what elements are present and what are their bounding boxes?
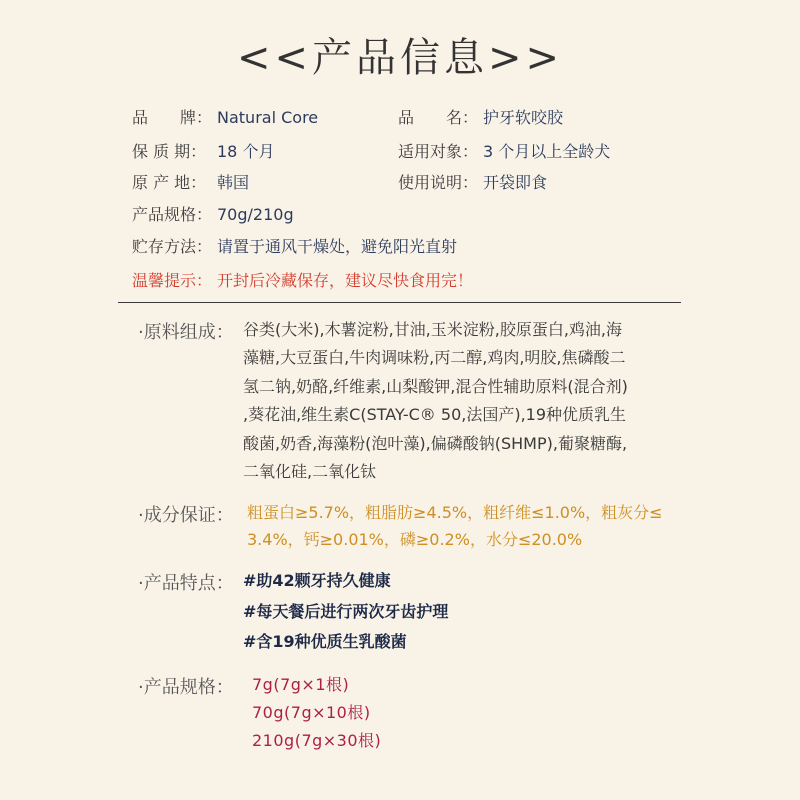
origin-value: 韩国 — [217, 173, 250, 192]
spec-value: 70g/210g — [217, 205, 294, 224]
info-row-shelf-life — [0, 141, 800, 163]
target-value: 3 个月以上全龄犬 — [483, 142, 611, 161]
divider — [118, 302, 681, 303]
shelf-life-value: 18 个月 — [217, 142, 275, 161]
storage-value: 请置于通风干燥处，避免阳光直射 — [217, 237, 458, 256]
ingredients-label: ·原料组成： — [138, 322, 234, 343]
ingredients-line: ,葵花油,维生素C(STAY-C® 50,法国产),19种优质乳生 — [243, 405, 627, 425]
ingredients-line: 二氧化硅,二氧化钛 — [243, 462, 377, 482]
specs-list — [252, 671, 381, 755]
page-title: <<产品信息>> — [236, 35, 564, 81]
shelf-life-label: 保 质 期： — [132, 142, 207, 161]
ingredients-line: 酸菌,奶香,海藻粉(泡叶藻),偏磷酸钠(SHMP),葡聚糖酶, — [243, 433, 628, 453]
product-name-label: 品 名： — [398, 108, 479, 127]
storage-label: 贮存方法： — [132, 237, 213, 256]
specs-label: ·产品规格： — [138, 677, 234, 698]
guarantee-line: 粗蛋白≥5.7%，粗脂肪≥4.5%，粗纤维≤1.0%，粗灰分≤ — [247, 503, 663, 522]
target-label: 适用对象： — [398, 142, 479, 161]
feature-item: #每天餐后进行两次牙齿护理 — [243, 601, 449, 621]
product-name-value: 护牙软咬胶 — [483, 108, 564, 127]
ingredients-text — [243, 316, 628, 486]
info-row-warning — [0, 270, 800, 292]
guarantee-text — [247, 499, 663, 553]
info-row-brand — [0, 107, 800, 129]
features-label: ·产品特点： — [138, 573, 234, 594]
warning-value: 开封后冷藏保存，建议尽快食用完！ — [217, 271, 474, 290]
ingredients-line: 氢二钠,奶酪,纤维素,山梨酸钾,混合性辅助原料(混合剂) — [243, 376, 628, 396]
warning-label: 温馨提示： — [132, 271, 213, 290]
feature-item: #助42颗牙持久健康 — [243, 571, 391, 590]
guarantee-line: 3.4%，钙≥0.01%，磷≥0.2%，水分≤20.0% — [247, 530, 583, 549]
info-row-origin — [0, 172, 800, 194]
origin-label: 原 产 地： — [132, 173, 207, 192]
spec-item: 210g(7g×30根) — [252, 731, 382, 750]
info-row-storage — [0, 236, 800, 258]
info-row-spec — [0, 204, 800, 226]
spec-label: 产品规格： — [132, 205, 213, 224]
brand-value: Natural Core — [217, 108, 319, 127]
usage-label: 使用说明： — [398, 173, 479, 192]
usage-value: 开袋即食 — [483, 173, 548, 192]
ingredients-line: 谷类(大米),木薯淀粉,甘油,玉米淀粉,胶原蛋白,鸡油,海 — [243, 320, 623, 339]
feature-item: #含19种优质生乳酸菌 — [243, 632, 407, 651]
spec-item: 7g(7g×1根) — [252, 675, 350, 694]
features-list — [243, 566, 448, 658]
spec-item: 70g(7g×10根) — [252, 703, 371, 722]
ingredients-line: 藻糖,大豆蛋白,牛肉调味粉,丙二醇,鸡肉,明胶,焦磷酸二 — [243, 348, 626, 368]
brand-label: 品 牌： — [132, 108, 213, 127]
guarantee-label: ·成分保证： — [138, 505, 234, 526]
